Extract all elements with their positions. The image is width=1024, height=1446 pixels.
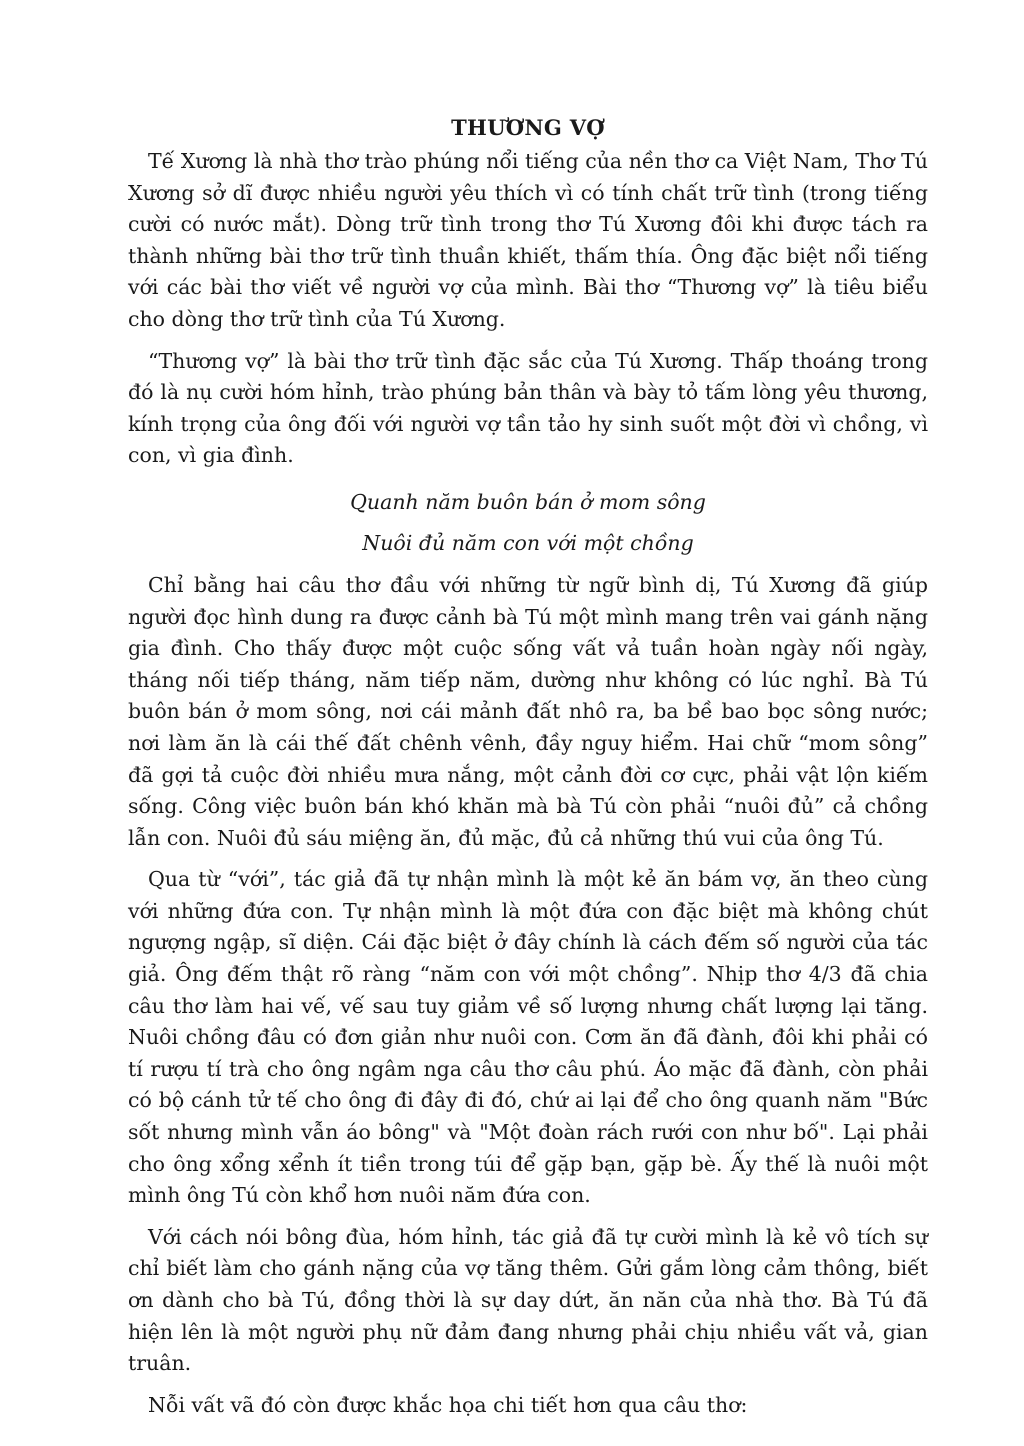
paragraph-transition: Nỗi vất vã đó còn được khắc họa chi tiết hơn qua câu thơ: bbox=[148, 1392, 748, 1417]
poem-line: Nuôi đủ năm con với một chồng bbox=[362, 530, 694, 555]
poem-line: Quanh năm buôn bán ở mom sông bbox=[350, 489, 706, 514]
paragraph-analysis-2: Qua từ “với”, tác giả đã tự nhận mình là một kẻ ăn bám vợ, ăn theo cùng với những đứa con. Tự nhận mình là một đứa con đặc biệt mà không chút ngượng ngập, sĩ diện. Cái đặc biệt ở đây chính là cách đếm số người của tác giả. Ông đếm thật rõ ràng “năm con với một chồng”. Nhịp thơ 4/3 đã chia câu thơ làm hai vế, vế sau tuy giảm về số lượng nhưng chất lượng lại tăng. Nuôi chồng đâu có đơn giản như nuôi con. Cơm ăn đã đành, đôi khi phải có tí rượu tí trà cho ông ngâm nga câu thơ câu phú. Áo mặc đã đành, còn phải có bộ cánh tử tế cho ông đi đây đi đó, chứ ai lại để cho ông quanh năm "Bức sốt nhưng mình vẫn áo bông" và "Một đoàn rách rưới con như bố". Lại phải cho ông xổng xểnh ít tiền trong túi để gặp bạn, gặp bè. Ấy thế là nuôi một mình ông Tú còn khổ hơn nuôi năm đứa con. bbox=[128, 867, 928, 1208]
paragraph-intro: Tế Xương là nhà thơ trào phúng nổi tiếng của nền thơ ca Việt Nam, Thơ Tú Xương sở dĩ được nhiều người yêu thích vì có tính chất trữ tình (trong tiếng cười có nước mắt). Dòng trữ tình trong thơ Tú Xương đôi khi được tách ra thành những bài thơ trữ tình thuần khiết, thấm thía. Ông đặc biệt nổi tiếng với các bài thơ viết về người vợ của mình. Bài thơ “Thương vợ” là tiêu biểu cho dòng thơ trữ tình của Tú Xương. bbox=[128, 149, 928, 331]
document-title: THƯƠNG VỢ bbox=[451, 115, 605, 140]
poem-quote bbox=[128, 482, 928, 564]
paragraph-thesis: “Thương vợ” là bài thơ trữ tình đặc sắc của Tú Xương. Thấp thoáng trong đó là nụ cười hóm hỉnh, trào phúng bản thân và bày tỏ tấm lòng yêu thương, kính trọng của ông đối với người vợ tần tảo hy sinh suốt một đời vì chồng, vì con, vì gia đình. bbox=[128, 348, 928, 468]
document-page bbox=[128, 112, 928, 1431]
paragraph-analysis-1: Chỉ bằng hai câu thơ đầu với những từ ngữ bình dị, Tú Xương đã giúp người đọc hình dung ra được cảnh bà Tú một mình mang trên vai gánh nặng gia đình. Cho thấy được một cuộc sống vất vả tuần hoàn ngày nối ngày, tháng nối tiếp tháng, năm tiếp năm, dường như không có lúc nghỉ. Bà Tú buôn bán ở mom sông, nơi cái mảnh đất nhô ra, ba bề bao bọc sông nước; nơi làm ăn là cái thế đất chênh vênh, đầy nguy hiểm. Hai chữ “mom sông” đã gợi tả cuộc đời nhiều mưa nắng, một cảnh đời cơ cực, phải vật lộn kiếm sống. Công việc buôn bán khó khăn mà bà Tú còn phải “nuôi đủ” cả chồng lẫn con. Nuôi đủ sáu miệng ăn, đủ mặc, đủ cả những thú vui của ông Tú. bbox=[128, 572, 928, 850]
paragraph-analysis-3: Với cách nói bông đùa, hóm hỉnh, tác giả đã tự cười mình là kẻ vô tích sự chỉ biết làm cho gánh nặng của vợ tăng thêm. Gửi gắm lòng cảm thông, biết ơn dành cho bà Tú, đồng thời là sự day dứt, ăn năn của nhà thơ. Bà Tú đã hiện lên là một người phụ nữ đảm đang nhưng phải chịu nhiều vất vả, gian truân. bbox=[128, 1224, 928, 1376]
